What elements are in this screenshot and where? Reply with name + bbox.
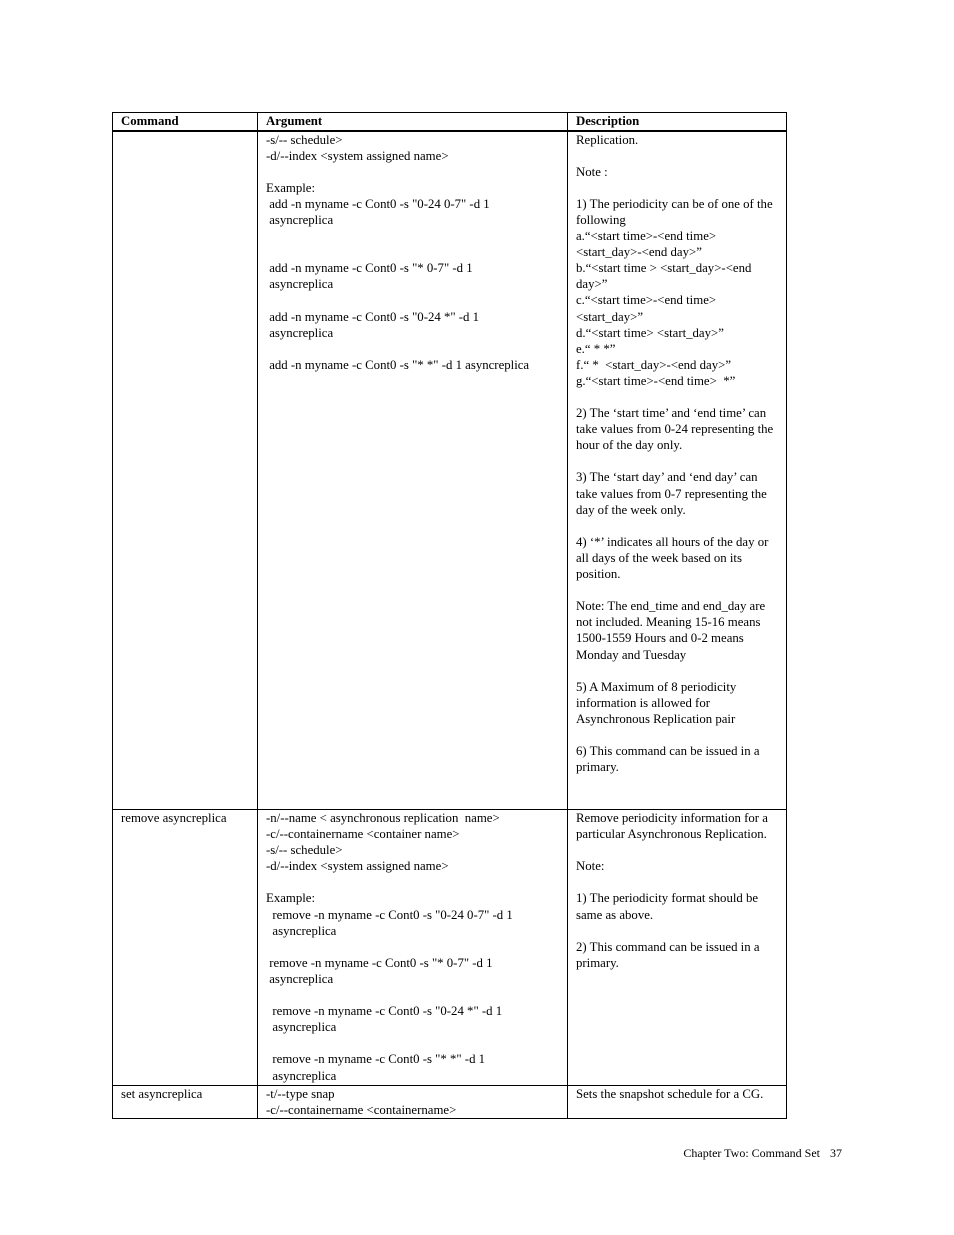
- page-footer: [683, 1145, 842, 1161]
- cell-argument: -s/-- schedule> -d/--index <system assigned name> Example: add -n myname -c Cont0 -s "0-24 0-7" -d 1 asyncreplica add -n myname -c Cont0 -s "* 0-7" -d 1 asyncreplica add -n myname -c Cont0 -s "0-24 *" -d 1 asyncreplica add -n myname -c Cont0 -s "* *" -d 1 asyncreplica: [258, 131, 568, 810]
- page-number: 37: [830, 1146, 842, 1160]
- header-command: Command: [113, 113, 258, 131]
- cell-argument: -n/--name < asynchronous replication name> -c/--containername <container name> -s/-- schedule> -d/--index <system assigned name> Example: remove -n myname -c Cont0 -s "0-24 0-7" -d 1 asyncreplica remove -n myname -c Cont0 -s "* 0-7" -d 1 asyncreplica remove -n myname -c Cont0 -s "0-24 *" -d 1 asyncreplica remove -n myname -c Cont0 -s "* *" -d 1 asyncreplica: [258, 810, 568, 1086]
- table-row: [113, 1086, 787, 1119]
- table-row: [113, 810, 787, 1086]
- cell-command: [113, 131, 258, 810]
- cell-description: Remove periodicity information for a particular Asynchronous Replication. Note: 1) The periodicity format should be same as above. 2) This command can be issued in a primary.: [568, 810, 787, 1086]
- table-row: [113, 131, 787, 810]
- header-argument: Argument: [258, 113, 568, 131]
- footer-chapter: Chapter Two: Command Set: [683, 1146, 820, 1160]
- cell-command: set asyncreplica: [113, 1086, 258, 1119]
- cell-description: Sets the snapshot schedule for a CG.: [568, 1086, 787, 1119]
- table-header-row: [113, 113, 787, 131]
- cell-description: Replication. Note : 1) The periodicity can be of one of the following a.“<start time>-<end time> <start_day>-<end day>” b.“<start time > <start_day>-<end day>” c.“<start time>-<end time> <start_day>” d.“<start time> <start_day>” e.“ * *” f.“ * <start_day>-<end day>” g.“<start time>-<end time> *” 2) The ‘start time’ and ‘end time’ can take values from 0-24 representing the hour of the day only. 3) The ‘start day’ and ‘end day’ can take values from 0-7 representing the day of the week only. 4) ‘*’ indicates all hours of the day or all days of the week based on its position. Note: The end_time and end_day are not included. Meaning 15-16 means 1500-1559 Hours and 0-2 means Monday and Tuesday 5) A Maximum of 8 periodicity information is allowed for Asynchronous Replication pair 6) This command can be issued in a primary.: [568, 131, 787, 810]
- cell-command: remove asyncreplica: [113, 810, 258, 1086]
- command-table: [112, 112, 787, 1119]
- header-description: Description: [568, 113, 787, 131]
- cell-argument: -t/--type snap -c/--containername <containername>: [258, 1086, 568, 1119]
